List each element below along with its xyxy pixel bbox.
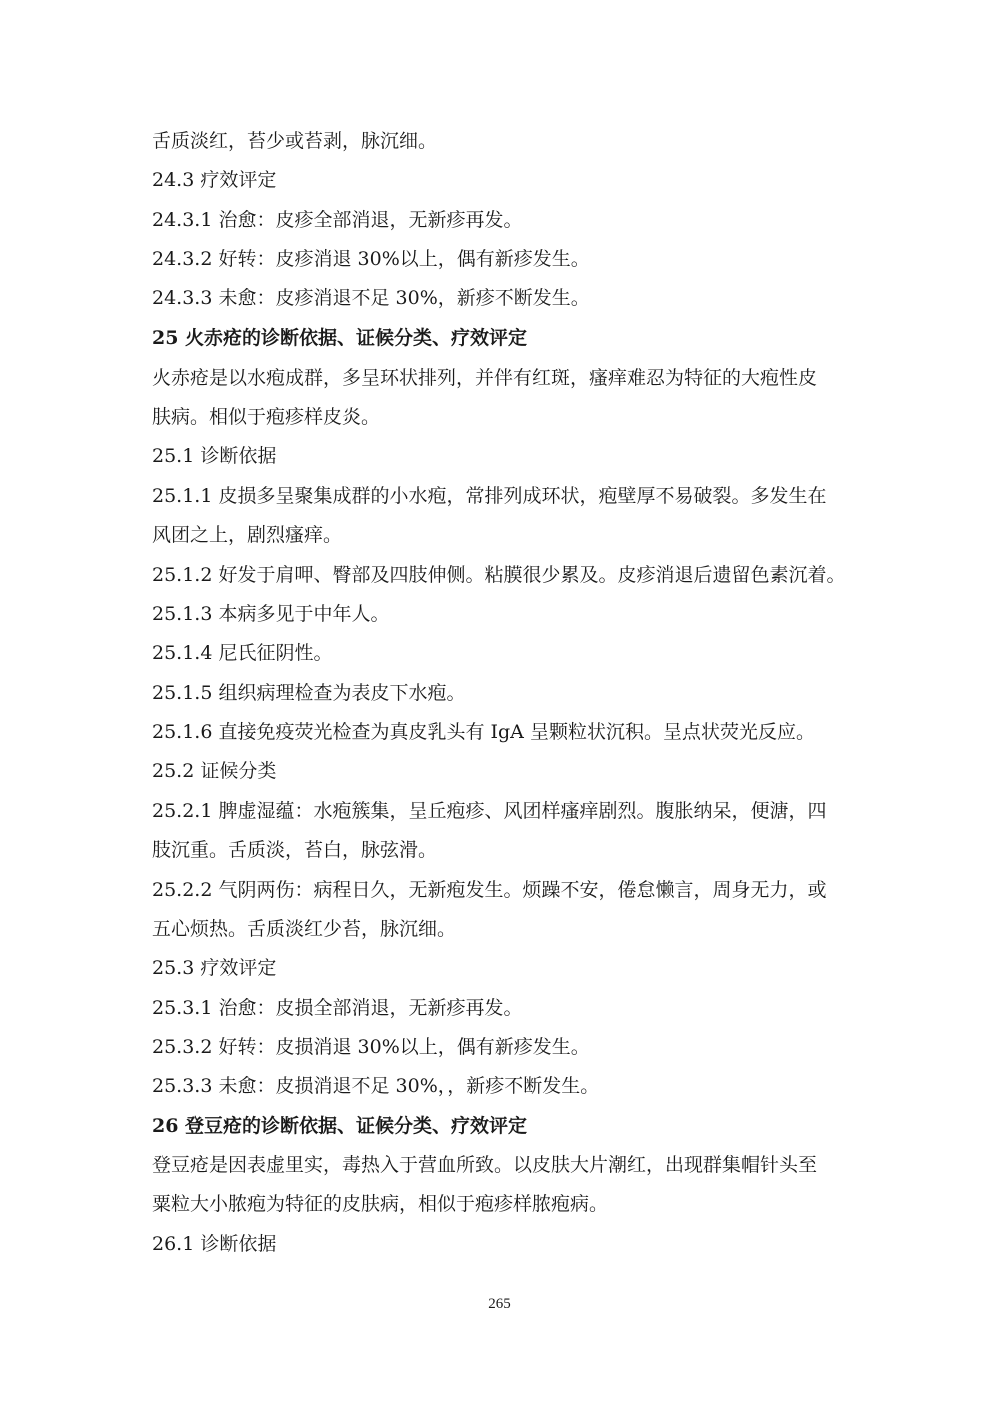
page-number: 265	[488, 1296, 511, 1312]
text-line: 24.3.3 未愈：皮疹消退不足 30%，新疹不断发生。	[152, 287, 590, 309]
text-line: 登豆疮是因表虚里实，毒热入于营血所致。以皮肤大片潮红，出现群集帽针头至	[152, 1154, 818, 1176]
chapter-heading: 25 火赤疮的诊断依据、证候分类、疗效评定	[152, 327, 528, 349]
text-line: 24.3.2 好转：皮疹消退 30%以上，偶有新疹发生。	[152, 248, 590, 270]
text-line: 25.3.3 未愈：皮损消退不足 30%，，新疹不断发生。	[152, 1075, 600, 1097]
text-line: 25.1.6 直接免疫荧光检查为真皮乳头有 IgA 呈颗粒状沉积。呈点状荧光反应。	[152, 721, 815, 743]
text-line: 25.3.1 治愈：皮损全部消退，无新疹再发。	[152, 997, 523, 1019]
chapter-heading: 26 登豆疮的诊断依据、证候分类、疗效评定	[152, 1115, 528, 1137]
text-line: 25.1.3 本病多见于中年人。	[152, 603, 390, 625]
section-heading: 24.3 疗效评定	[152, 169, 277, 191]
section-heading: 26.1 诊断依据	[152, 1233, 277, 1255]
text-line: 25.1.4 尼氏征阴性。	[152, 642, 333, 664]
text-line: 25.2.2 气阴两伤：病程日久，无新疱发生。烦躁不安，倦怠懒言，周身无力，或	[152, 879, 827, 901]
text-line: 风团之上，剧烈瘙痒。	[152, 524, 343, 546]
section-heading: 25.2 证候分类	[152, 760, 277, 782]
text-line: 25.3.2 好转：皮损消退 30%以上，偶有新疹发生。	[152, 1036, 590, 1058]
text-line: 25.1.5 组织病理检查为表皮下水疱。	[152, 682, 466, 704]
text-line: 五心烦热。舌质淡红少苔，脉沉细。	[152, 918, 457, 940]
text-line: 舌质淡红，苔少或苔剥，脉沉细。	[152, 130, 438, 152]
text-line: 肢沉重。舌质淡，苔白，脉弦滑。	[152, 839, 438, 861]
text-line: 火赤疮是以水疱成群，多呈环状排列，并伴有红斑，瘙痒难忍为特征的大疱性皮	[152, 367, 818, 389]
text-line: 25.1.2 好发于肩呷、臀部及四肢伸侧。粘膜很少累及。皮疹消退后遗留色素沉着。	[152, 564, 846, 586]
text-line: 24.3.1 治愈：皮疹全部消退，无新疹再发。	[152, 209, 523, 231]
text-line: 粟粒大小脓疱为特征的皮肤病，相似于疱疹样脓疱病。	[152, 1193, 609, 1215]
text-line: 25.1.1 皮损多呈聚集成群的小水疱，常排列成环状，疱壁厚不易破裂。多发生在	[152, 485, 827, 507]
text-line: 25.2.1 脾虚湿蕴：水疱簇集，呈丘疱疹、风团样瘙痒剧烈。腹胀纳呆，便溏，四	[152, 800, 827, 822]
text-line: 肤病。相似于疱疹样皮炎。	[152, 406, 381, 428]
section-heading: 25.3 疗效评定	[152, 957, 277, 979]
section-heading: 25.1 诊断依据	[152, 445, 277, 467]
